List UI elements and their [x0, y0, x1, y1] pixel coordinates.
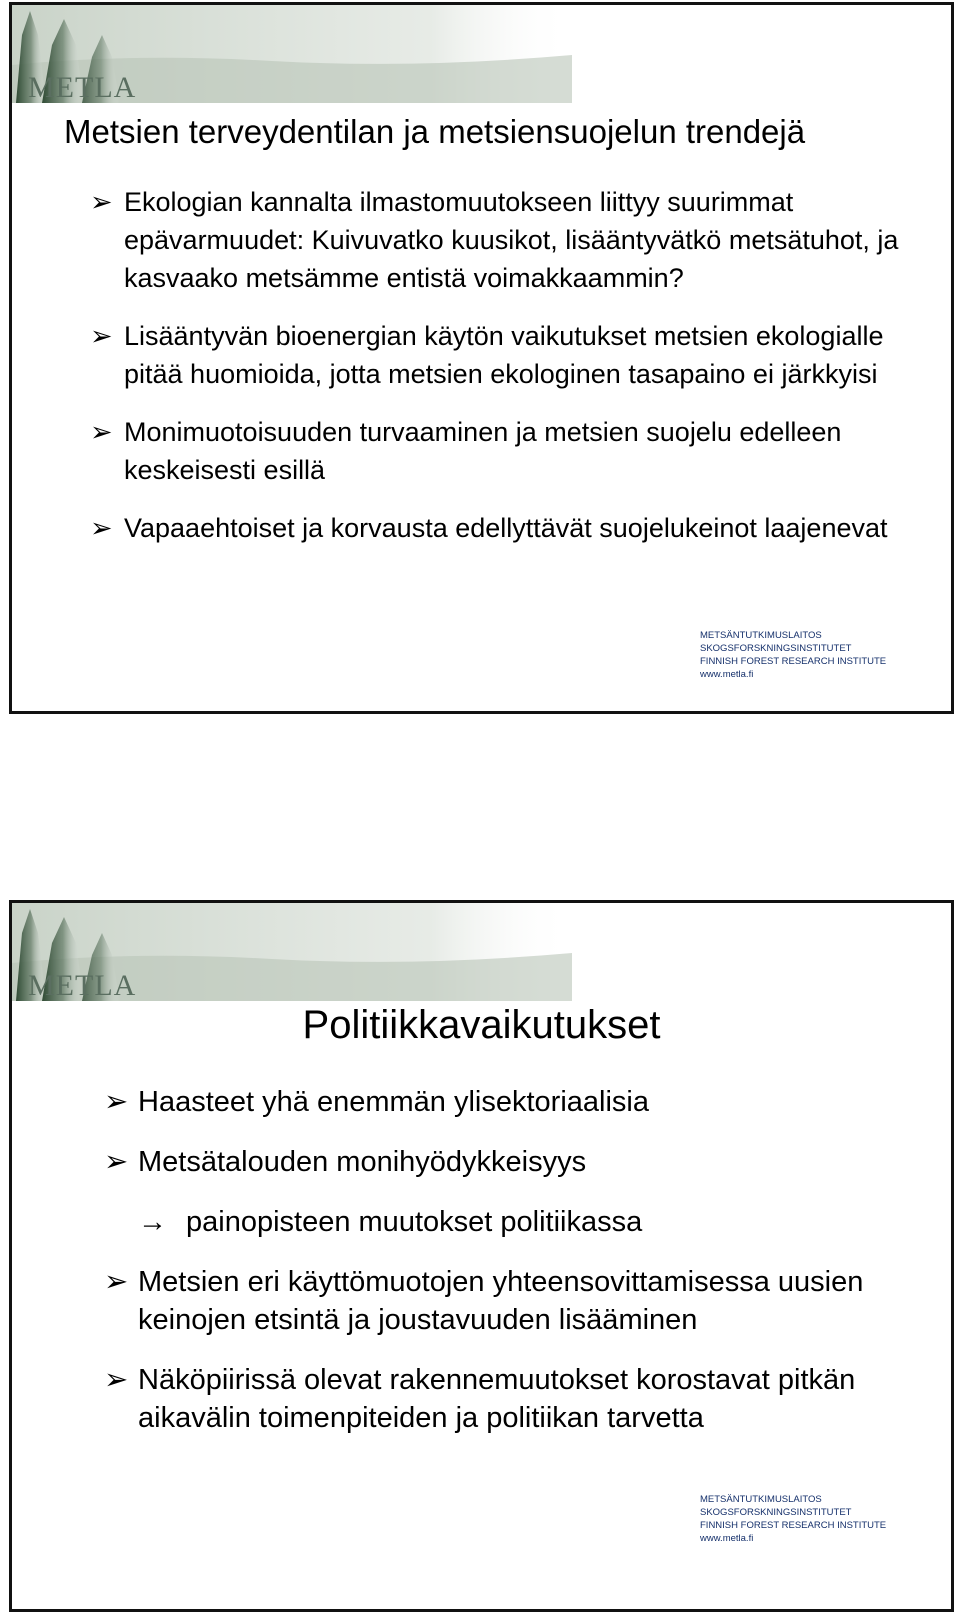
bullet-text: Haasteet yhä enemmän ylisektoriaalisia	[138, 1086, 649, 1118]
bullet-text: Ekologian kannalta ilmastomuutokseen liittyy suurimmat epävarmuudet: Kuivuvatko kuusikot, lisääntyvätkö metsätuhot, ja kasvaako metsämme entistä voimakkaammin?	[124, 187, 899, 293]
arrowhead-bullet-icon: ➢	[90, 417, 113, 447]
institute-footer	[700, 1493, 886, 1545]
institute-footer	[700, 629, 886, 681]
bullet-text: Vapaaehtoiset ja korvausta edellyttävät suojelukeinot laajenevat	[124, 513, 888, 543]
list-item	[104, 1083, 914, 1121]
list-item	[104, 1143, 914, 1241]
institute-name-sv: SKOGSFORSKNINGSINSTITUTET	[700, 643, 852, 654]
right-arrow-icon: →	[138, 1206, 167, 1238]
institute-name-en: FINNISH FOREST RESEARCH INSTITUTE	[700, 656, 887, 667]
bullet-text: Metsien eri käyttömuotojen yhteensovittamisessa uusien keinojen etsintä ja joustavuuden lisääminen	[138, 1266, 864, 1336]
arrowhead-bullet-icon: ➢	[90, 513, 113, 543]
arrowhead-bullet-icon: ➢	[104, 1086, 129, 1118]
list-item	[104, 1263, 914, 1339]
sub-item-text: painopisteen muutokset politiikassa	[186, 1206, 643, 1238]
sub-item	[138, 1203, 914, 1241]
institute-url: www.metla.fi	[700, 669, 754, 680]
bullet-text: Monimuotoisuuden turvaaminen ja metsien suojelu edelleen keskeisesti esillä	[124, 417, 842, 485]
institute-name-sv: SKOGSFORSKNINGSINSTITUTET	[700, 1507, 852, 1518]
metla-forest-banner	[12, 5, 572, 103]
institute-name-fi: METSÄNTUTKIMUSLAITOS	[700, 630, 822, 641]
slide-1	[9, 2, 954, 714]
list-item	[90, 183, 900, 297]
bullet-text: Näköpiirissä olevat rakennemuutokset korostavat pitkän aikavälin toimenpiteiden ja politiikan tarvetta	[138, 1364, 856, 1434]
slide-2	[9, 900, 954, 1612]
metla-logo-text: METLA	[28, 71, 137, 104]
arrowhead-bullet-icon: ➢	[104, 1266, 129, 1298]
arrowhead-bullet-icon: ➢	[104, 1146, 129, 1178]
bullet-list	[104, 1083, 914, 1459]
list-item	[90, 317, 900, 393]
list-item	[104, 1361, 914, 1437]
institute-name-fi: METSÄNTUTKIMUSLAITOS	[700, 1494, 822, 1505]
slide-title: Metsien terveydentilan ja metsiensuojelun trendejä	[64, 113, 806, 150]
slide-title: Politiikkavaikutukset	[302, 1003, 661, 1047]
arrowhead-bullet-icon: ➢	[104, 1364, 129, 1396]
list-item	[90, 413, 900, 489]
bullet-text: Metsätalouden monihyödykkeisyys	[138, 1146, 587, 1178]
institute-name-en: FINNISH FOREST RESEARCH INSTITUTE	[700, 1520, 887, 1531]
bullet-text: Lisääntyvän bioenergian käytön vaikutukset metsien ekologialle pitää huomioida, jotta metsien ekologinen tasapaino ei järkkyisi	[124, 321, 884, 389]
list-item	[90, 509, 900, 547]
institute-url: www.metla.fi	[700, 1533, 754, 1544]
metla-logo-text: METLA	[28, 969, 137, 1002]
arrowhead-bullet-icon: ➢	[90, 187, 113, 217]
metla-forest-banner	[12, 903, 572, 1001]
arrowhead-bullet-icon: ➢	[90, 321, 113, 351]
bullet-list	[90, 183, 900, 567]
